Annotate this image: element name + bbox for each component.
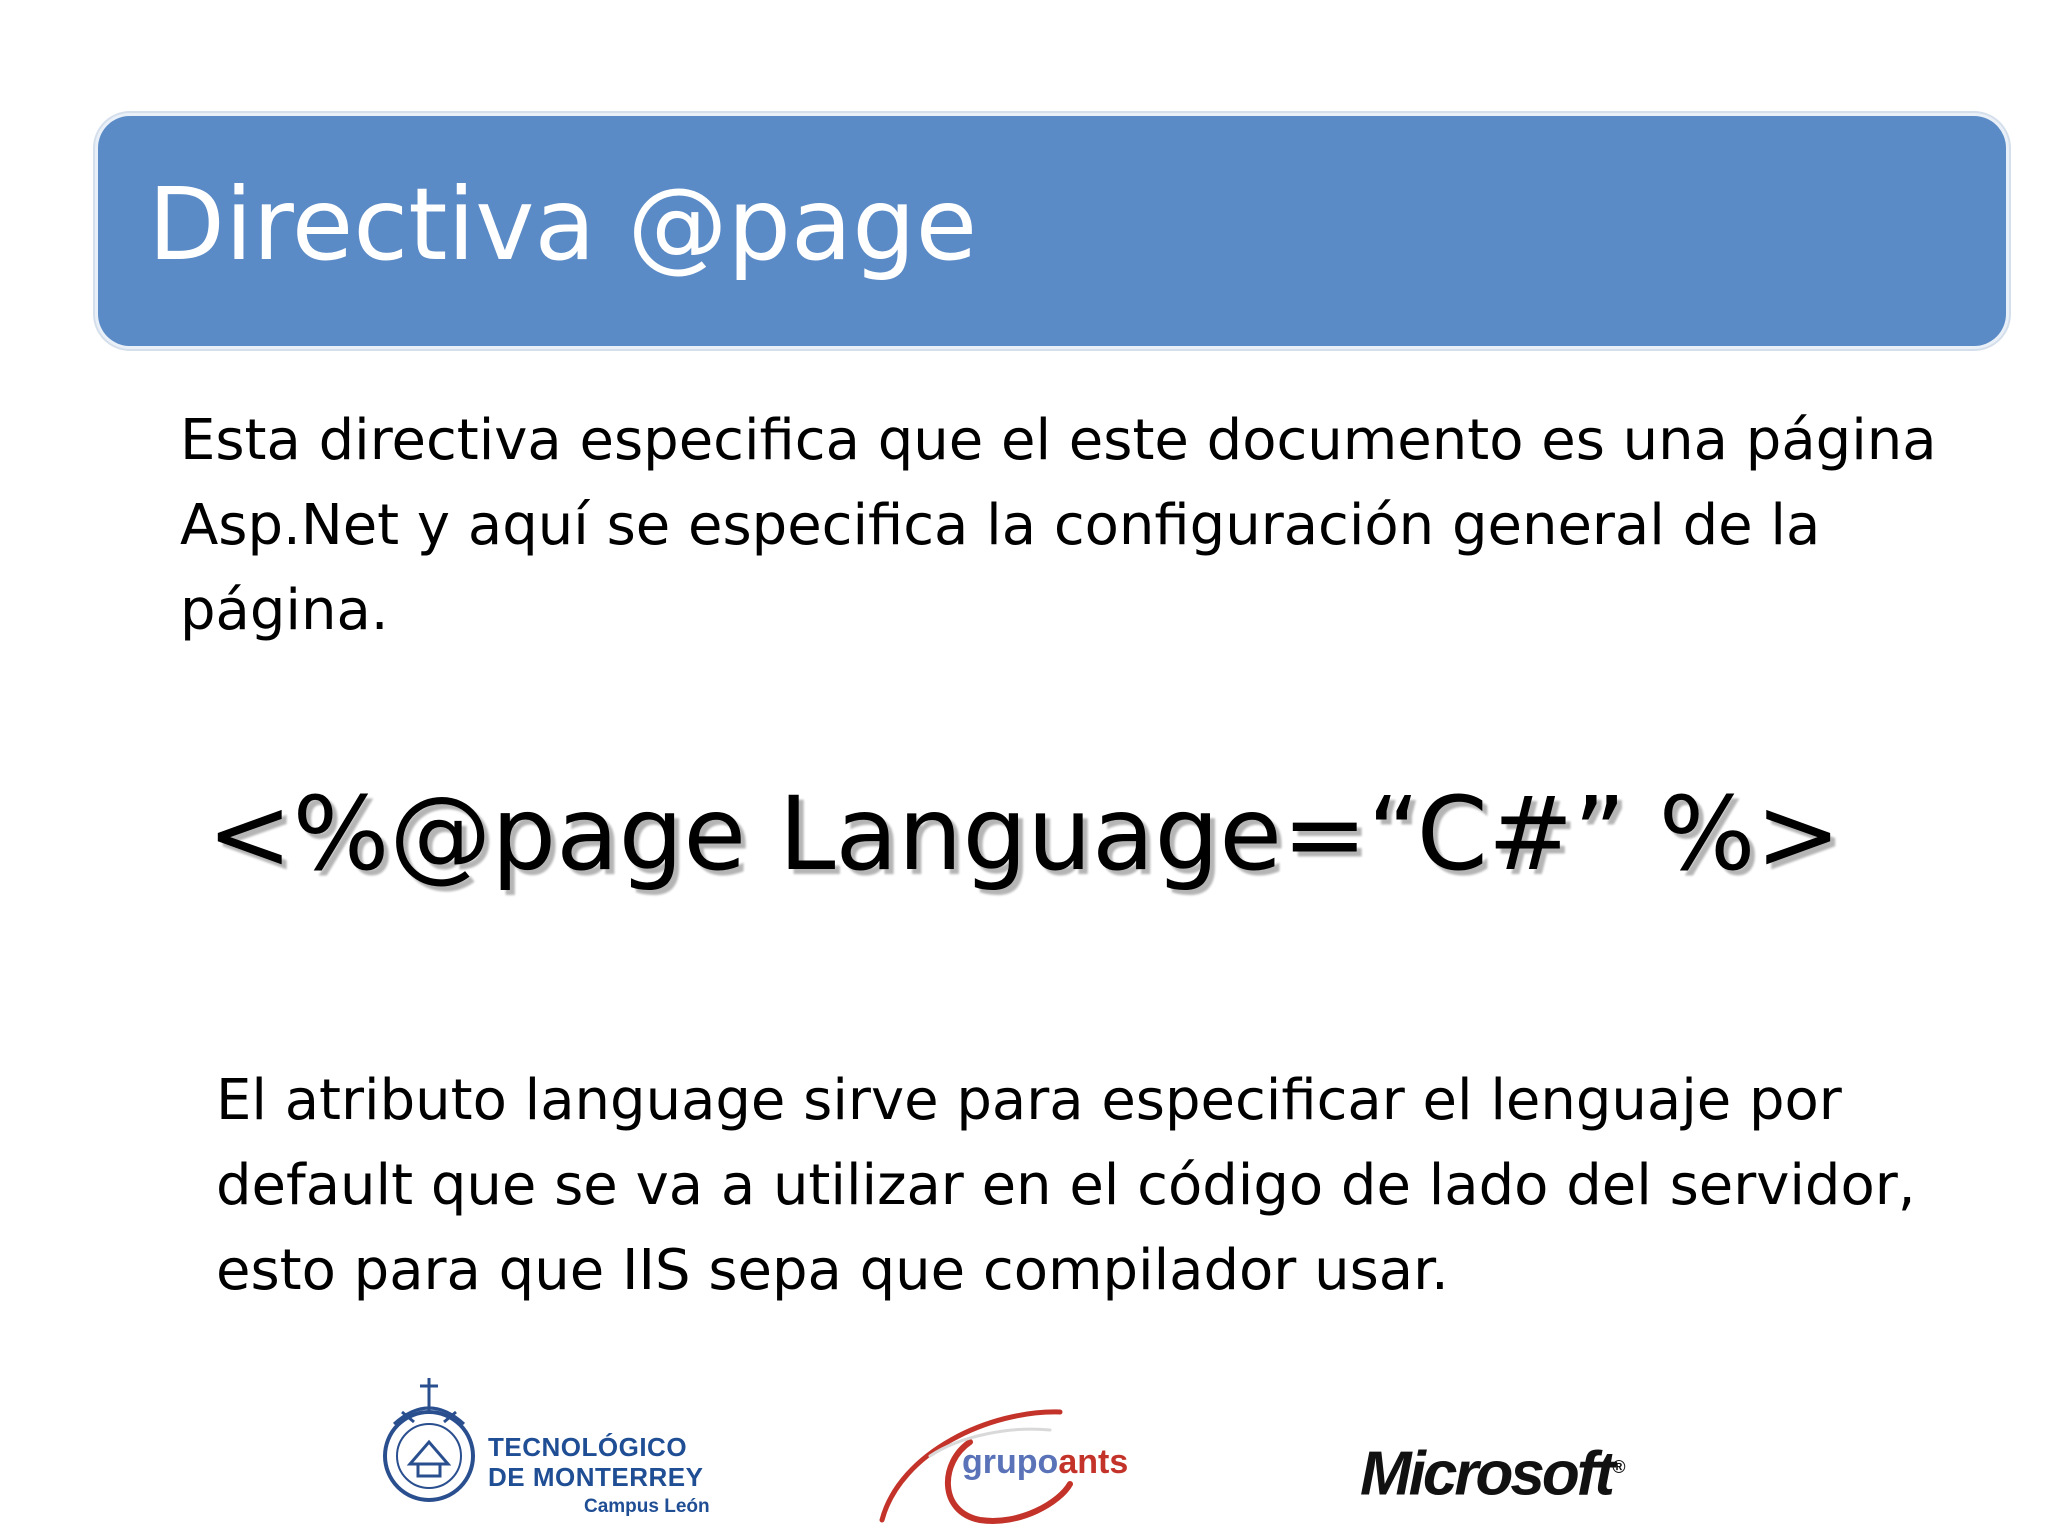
tec-seal-icon <box>380 1372 478 1510</box>
grupoants-part-1: grupo <box>962 1443 1059 1481</box>
registered-mark: ® <box>1612 1457 1626 1477</box>
grupoants-part-2: ants <box>1058 1443 1129 1481</box>
microsoft-wordmark: Microsoft <box>1360 1439 1612 1509</box>
language-attribute-paragraph: El atributo language sirve para especificar el lenguaje por default que se va a utilizar en el código de lado del servidor, esto para que IIS sepa que compilador usar. <box>216 1068 1916 1303</box>
tec-name-line-2: DE MONTERREY <box>488 1462 704 1492</box>
grupoants-logo <box>870 1392 1180 1532</box>
description-paragraph: Esta directiva especifica que el este documento es una página Asp.Net y aquí se especifica la configuración general de la página. <box>180 408 1937 643</box>
code-directive: <%@page Language=“C#” %> <box>207 775 1841 894</box>
microsoft-logo <box>1360 1432 1626 1509</box>
tec-wordmark <box>488 1432 710 1522</box>
slide-title: Directiva @page <box>148 166 978 283</box>
tec-name-line-1: TECNOLÓGICO <box>488 1432 688 1462</box>
tec-monterrey-logo <box>380 1372 730 1522</box>
tec-campus: Campus León <box>584 1496 710 1517</box>
grupoants-wordmark <box>962 1442 1128 1482</box>
